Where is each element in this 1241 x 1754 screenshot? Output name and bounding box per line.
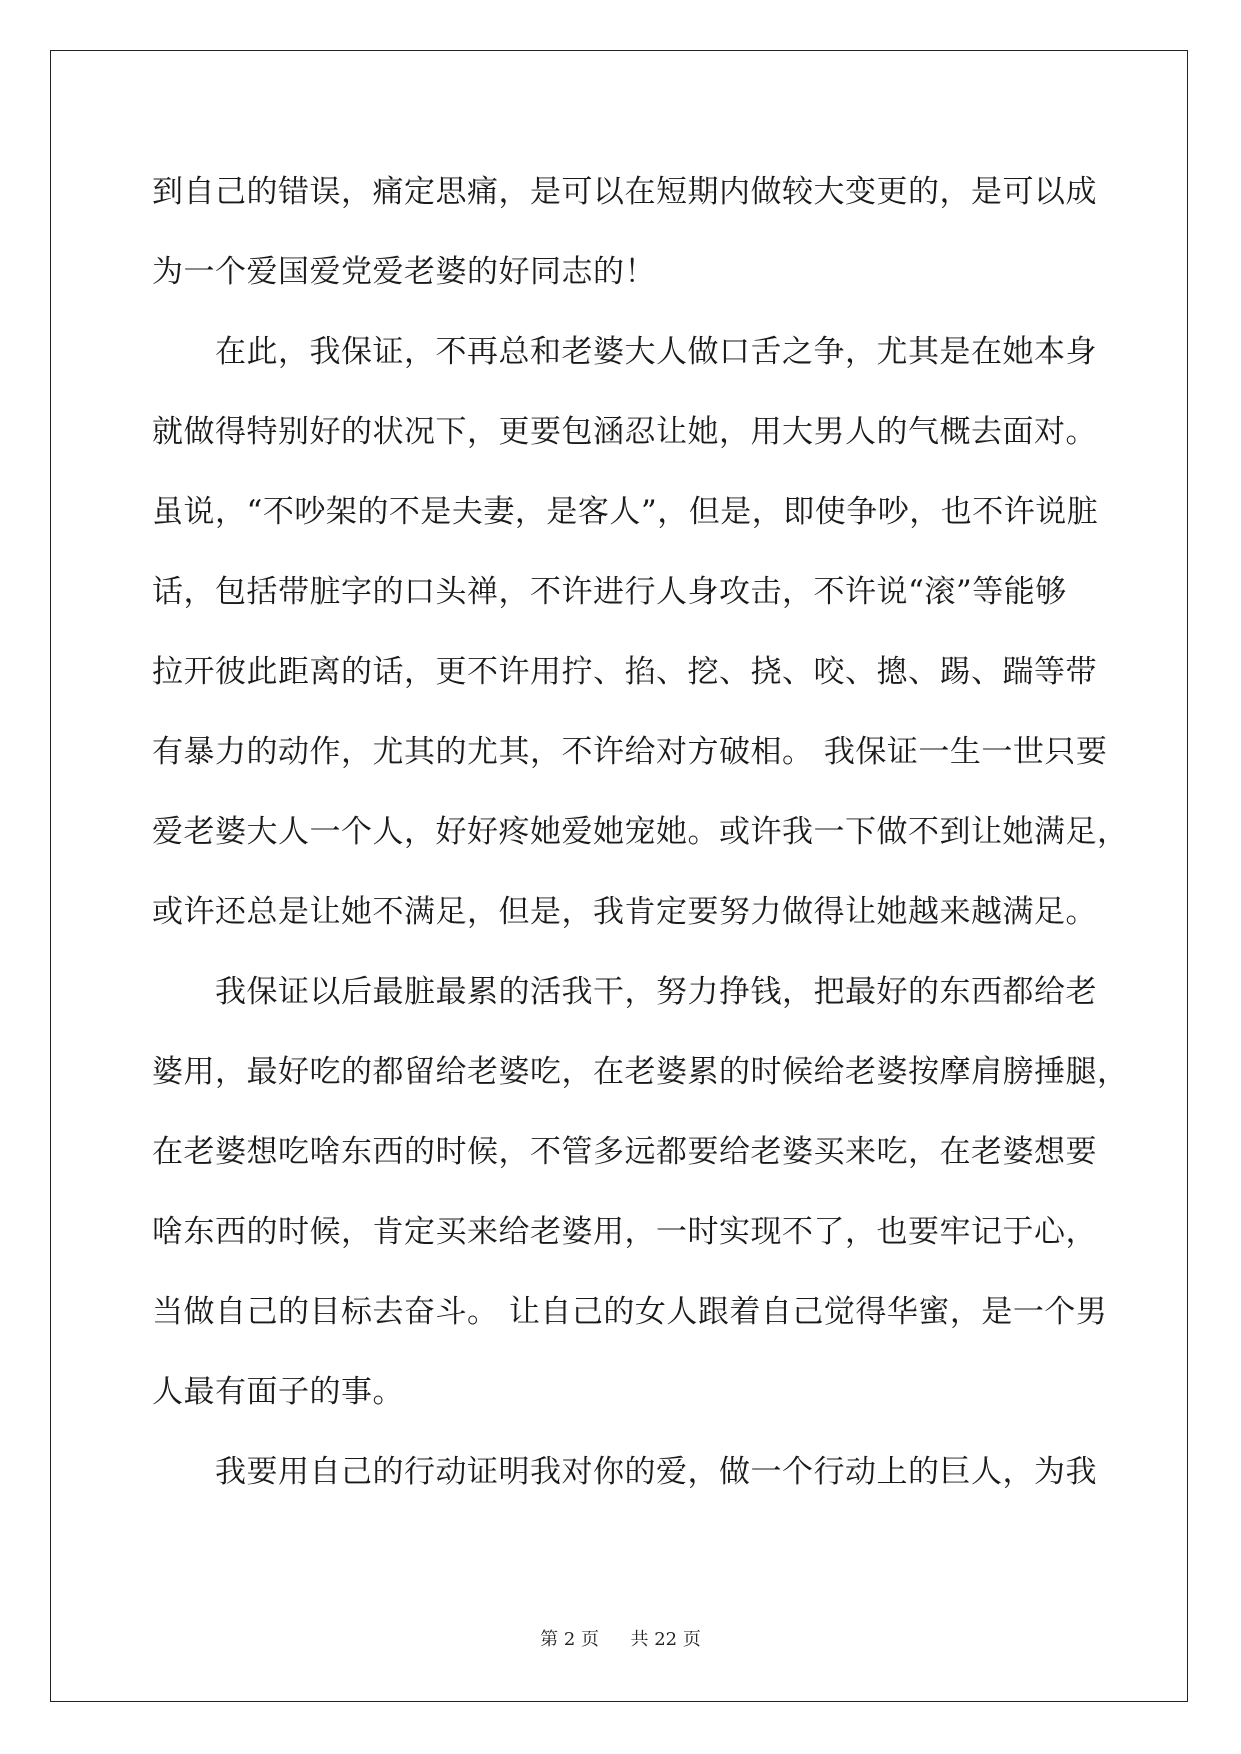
text-line: 在老婆想吃啥东西的时候，不管多远都要给老婆买来吃，在老婆想要 — [152, 1134, 1097, 1170]
text-line: 话，包括带脏字的口头禅，不许进行人身攻击，不许说“滚”等能够 — [152, 574, 1067, 610]
text-line: 在此，我保证，不再总和老婆大人做口舌之争，尤其是在她本身 — [152, 334, 1097, 370]
text-line: 我要用自己的行动证明我对你的爱，做一个行动上的巨人，为我 — [152, 1454, 1097, 1490]
text-line: 或许还总是让她不满足，但是，我肯定要努力做得让她越来越满足。 — [152, 894, 1097, 930]
text-line: 到自己的错误，痛定思痛，是可以在短期内做较大变更的，是可以成 — [152, 174, 1097, 210]
document-body — [152, 152, 1129, 1512]
text-line: 爱老婆大人一个人，好好疼她爱她宠她。或许我一下做不到让她满足， — [152, 814, 1129, 850]
text-line: 有暴力的动作，尤其的尤其，不许给对方破相。 我保证一生一世只要 — [152, 734, 1108, 770]
text-line: 婆用，最好吃的都留给老婆吃，在老婆累的时候给老婆按摩肩膀捶腿， — [152, 1054, 1129, 1090]
page-total: 共 22 页 — [630, 1629, 701, 1650]
page-number: 第 2 页 — [540, 1629, 600, 1650]
text-line: 我保证以后最脏最累的活我干，努力挣钱，把最好的东西都给老 — [152, 974, 1097, 1010]
text-line: 虽说，“不吵架的不是夫妻，是客人”，但是，即使争吵，也不许说脏 — [152, 494, 1099, 530]
text-line: 人最有面子的事。 — [152, 1374, 404, 1410]
text-line: 为一个爱国爱党爱老婆的好同志的！ — [152, 254, 656, 290]
text-line: 就做得特别好的状况下，更要包涵忍让她，用大男人的气概去面对。 — [152, 414, 1097, 450]
page-footer — [0, 1628, 1241, 1652]
text-line: 拉开彼此距离的话，更不许用拧、掐、挖、挠、咬、摠、踢、踹等带 — [152, 654, 1097, 690]
text-line: 啥东西的时候，肯定买来给老婆用，一时实现不了，也要牢记于心， — [152, 1214, 1097, 1250]
text-line: 当做自己的目标去奋斗。 让自己的女人跟着自己觉得华蜜，是一个男 — [152, 1294, 1108, 1330]
